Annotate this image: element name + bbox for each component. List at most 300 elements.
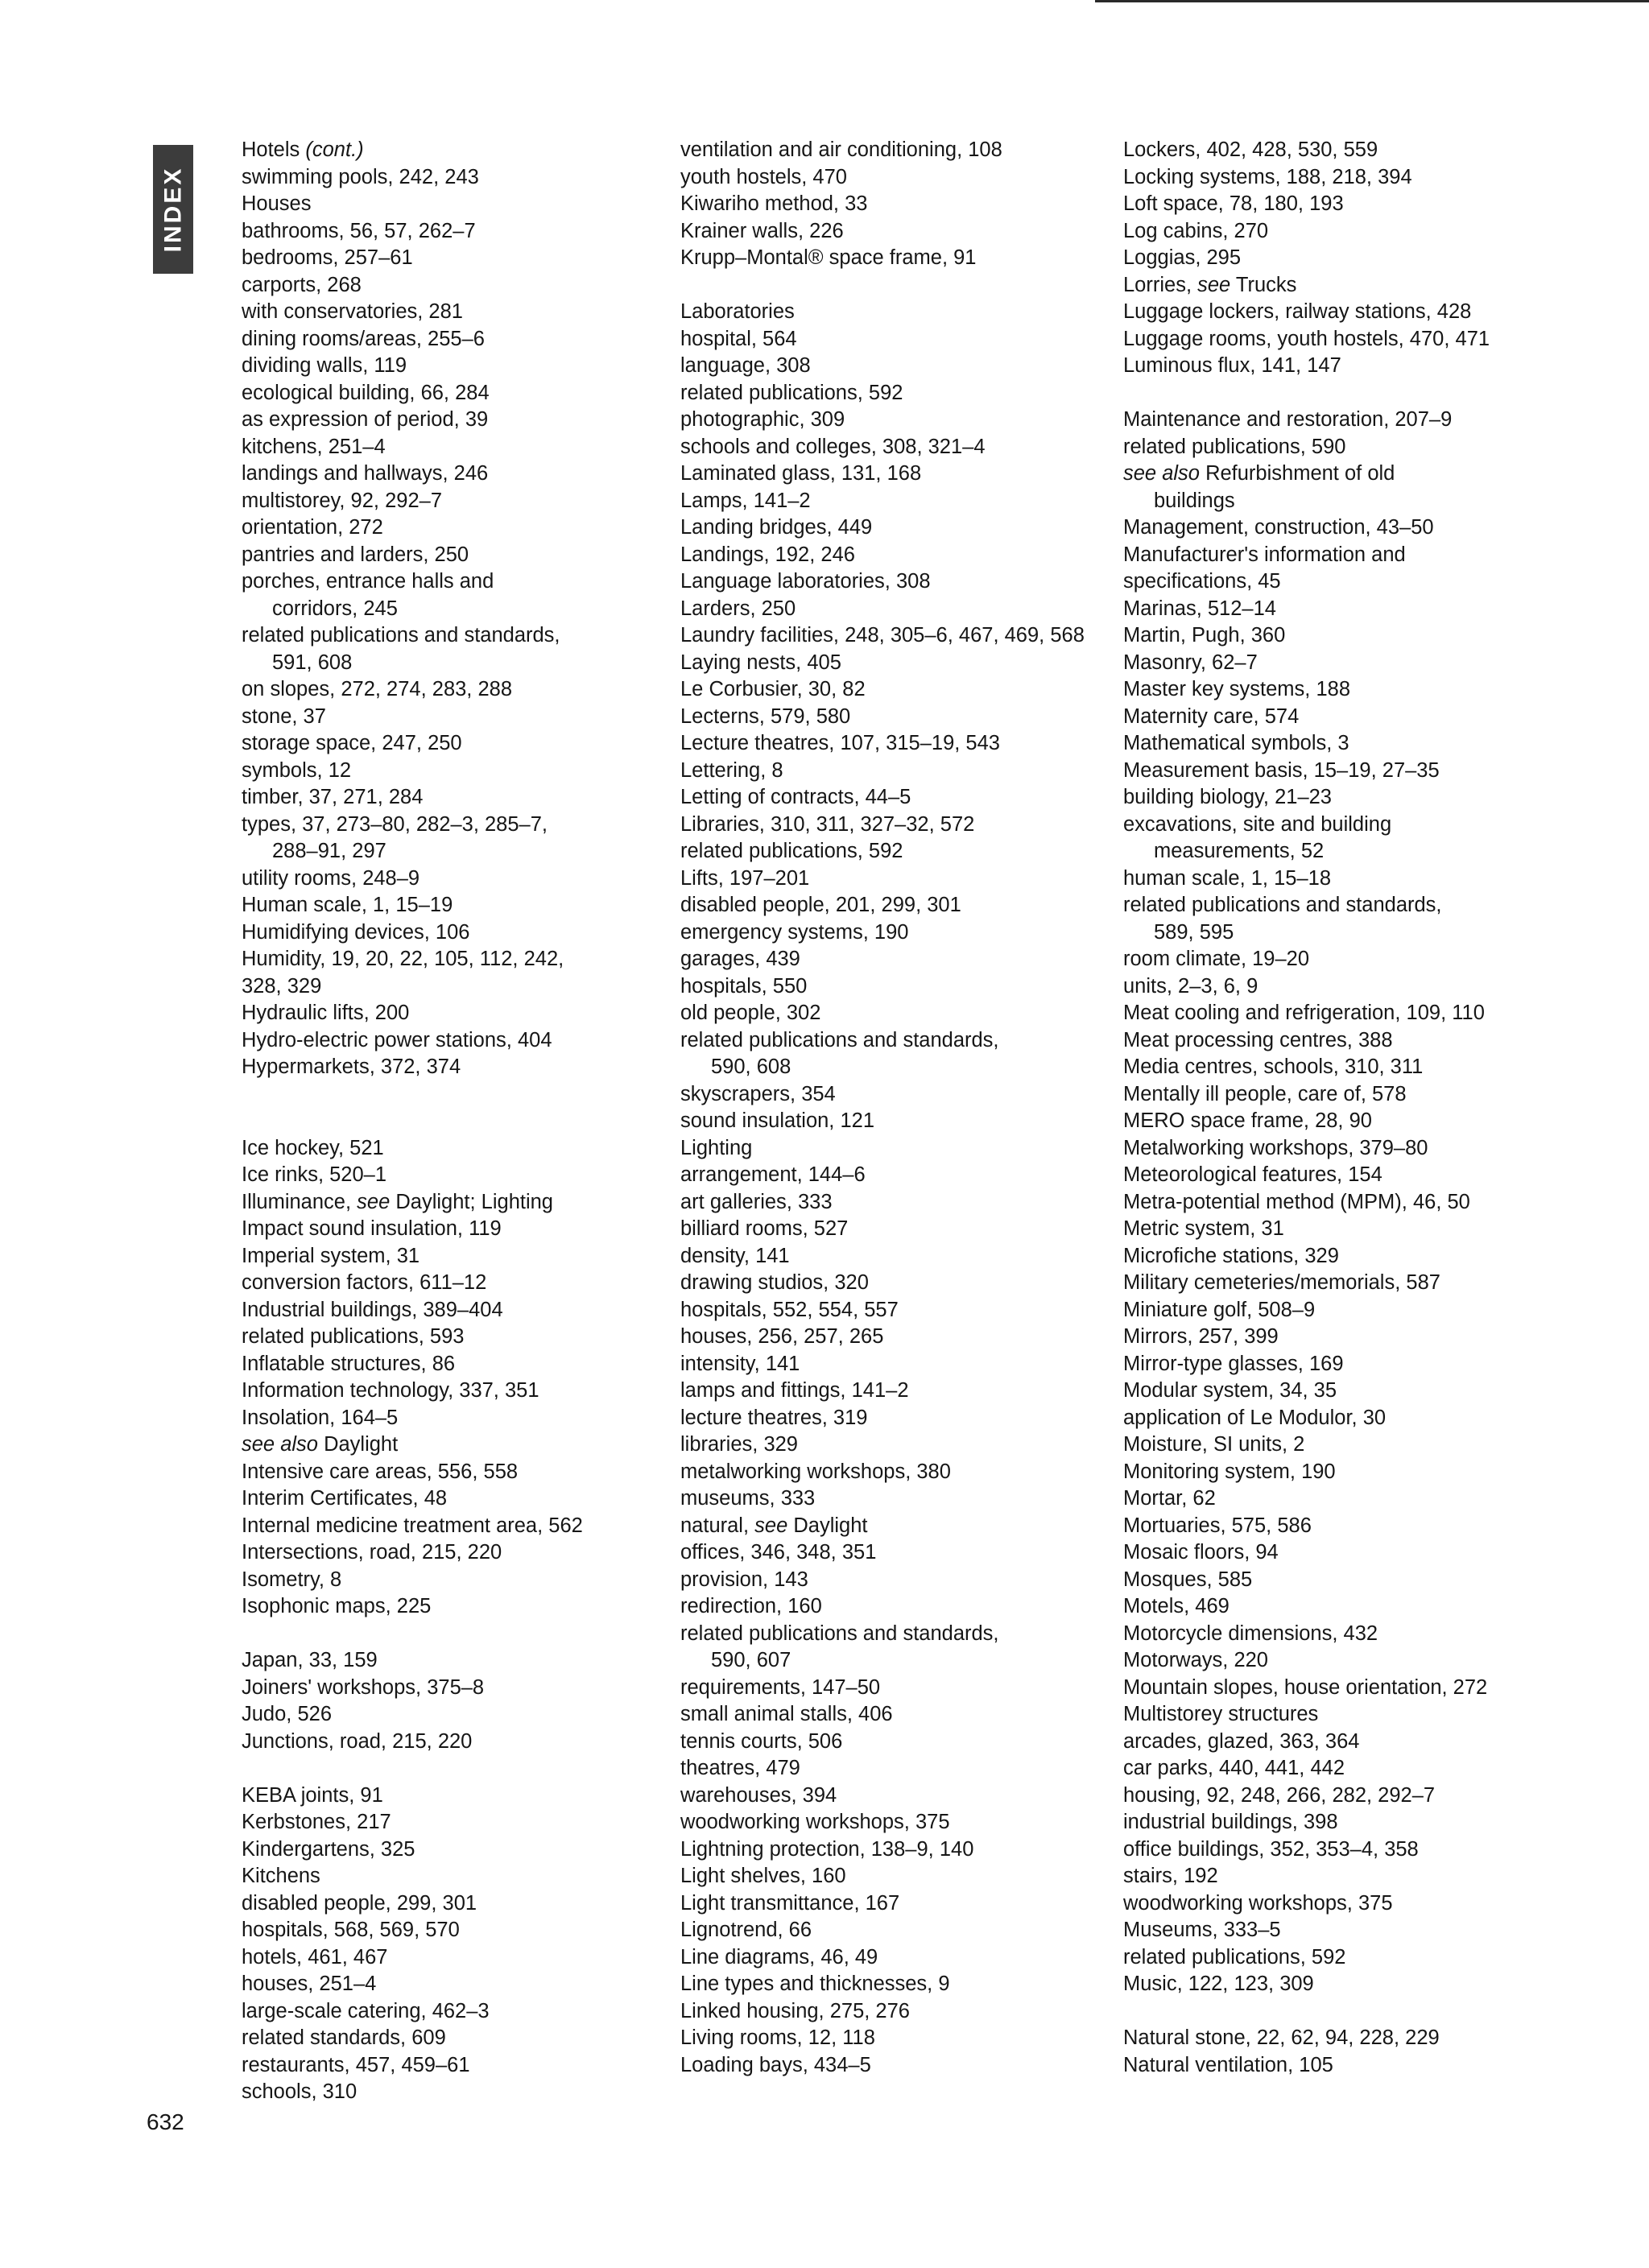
entry-text: office buildings, 352, 353–4, 358 [1123, 1837, 1419, 1861]
index-entry [680, 1998, 1099, 2026]
entry-text: Lecture theatres, 107, 315–19, 543 [680, 732, 1000, 754]
entry-cross-reference: Daylight; Lighting [390, 1190, 553, 1213]
entry-text: Meat processing centres, 388 [1123, 1028, 1393, 1051]
index-subentry [680, 1567, 1099, 1594]
entry-italic-text: see also [242, 1433, 318, 1456]
index-subentry [242, 596, 660, 623]
index-entry [1123, 1621, 1542, 1648]
entry-text: Luggage rooms, youth hostels, 470, 471 [1123, 327, 1490, 350]
index-subentry [680, 434, 1099, 461]
index-entry [1123, 164, 1542, 192]
index-entry [242, 191, 660, 218]
index-entry [1123, 1054, 1542, 1081]
index-subentry [680, 1729, 1099, 1756]
entry-text: Metalworking workshops, 379–80 [1123, 1136, 1428, 1159]
index-entry [680, 1971, 1099, 1998]
index-entry [680, 784, 1099, 812]
index-group-spacer [242, 1081, 660, 1109]
index-subentry [1123, 488, 1542, 515]
index-entry [242, 1378, 660, 1405]
entry-text: requirements, 147–50 [680, 1675, 881, 1699]
entry-text: lamps and fittings, 141–2 [680, 1379, 909, 1402]
entry-text: Natural ventilation, 105 [1123, 2053, 1333, 2076]
entry-text: Log cabins, 270 [1123, 219, 1269, 242]
index-entry [242, 1593, 660, 1621]
entry-italic-text: (cont.) [305, 138, 364, 161]
entry-text: Mortuaries, 575, 586 [1123, 1514, 1312, 1537]
entry-text: swimming pools, 242, 243 [242, 165, 479, 188]
entry-text: hospitals, 552, 554, 557 [680, 1298, 899, 1321]
entry-text: buildings [1154, 489, 1235, 512]
index-subentry [1123, 1863, 1542, 1890]
index-entry [242, 1459, 660, 1486]
entry-text: orientation, 272 [242, 516, 383, 539]
index-entry [1123, 1701, 1542, 1729]
entry-text: Intensive care areas, 556, 558 [242, 1460, 519, 1483]
entry-text: Libraries, 310, 311, 327–32, 572 [680, 812, 975, 836]
entry-text: Mirrors, 257, 399 [1123, 1325, 1279, 1348]
entry-text: related standards, 609 [242, 2026, 446, 2049]
index-entry [242, 1863, 660, 1890]
entry-text: restaurants, 457, 459–61 [242, 2053, 470, 2076]
index-entry [680, 488, 1099, 515]
index-entry [1123, 1081, 1542, 1109]
index-entry [1123, 191, 1542, 218]
index-entry [242, 1243, 660, 1270]
index-subentry [242, 380, 660, 407]
index-subentry [680, 1405, 1099, 1432]
index-entry [680, 1135, 1099, 1163]
index-group-spacer [242, 1755, 660, 1783]
entry-text: Houses [242, 192, 312, 215]
entry-text: ventilation and air conditioning, 108 [680, 138, 1002, 161]
entry-text: related publications and standards, [242, 624, 560, 647]
index-subentry [680, 1162, 1099, 1189]
index-entry [1123, 758, 1542, 785]
entry-text: Isometry, 8 [242, 1568, 342, 1591]
entry-text: landings and hallways, 246 [242, 462, 489, 485]
entry-text: Letting of contracts, 44–5 [680, 786, 911, 808]
entry-text: Media centres, schools, 310, 311 [1123, 1056, 1424, 1078]
entry-text: Mentally ill people, care of, 578 [1123, 1082, 1407, 1105]
index-entry [242, 1809, 660, 1836]
index-entry [1123, 1243, 1542, 1270]
entry-text: storage space, 247, 250 [242, 732, 462, 754]
entry-text: 591, 608 [272, 651, 353, 674]
index-entry [242, 1675, 660, 1702]
index-subentry [680, 1755, 1099, 1783]
index-subentry [1123, 838, 1542, 865]
entry-text: corridors, 245 [272, 597, 398, 620]
index-entry [242, 1000, 660, 1027]
entry-text: Motels, 469 [1123, 1595, 1230, 1617]
index-entry [680, 1944, 1099, 1972]
index-entry [1123, 353, 1542, 380]
entry-italic-text: see [754, 1514, 788, 1537]
entry-text: museums, 333 [680, 1487, 816, 1510]
entry-text: Modular system, 34, 35 [1123, 1379, 1337, 1402]
entry-text: Human scale, 1, 15–19 [242, 894, 453, 916]
entry-italic-text: see [357, 1190, 391, 1213]
entry-text: specifications, 45 [1123, 570, 1281, 593]
entry-text: Le Corbusier, 30, 82 [680, 678, 866, 700]
entry-text: bedrooms, 257–61 [242, 246, 413, 269]
entry-text: Lorries, [1123, 273, 1198, 296]
index-entry [1123, 514, 1542, 542]
entry-text: Mosaic floors, 94 [1123, 1541, 1279, 1564]
index-entry [242, 1783, 660, 1810]
entry-text: drawing studios, 320 [680, 1271, 869, 1294]
entry-text: Line types and thicknesses, 9 [680, 1973, 950, 1995]
entry-text: Isophonic maps, 225 [242, 1595, 432, 1617]
entry-text: Inflatable structures, 86 [242, 1352, 456, 1375]
entry-text: conversion factors, 611–12 [242, 1271, 487, 1294]
index-entry [1123, 245, 1542, 272]
index-subentry [1123, 784, 1542, 812]
entry-text: Mountain slopes, house orientation, 272 [1123, 1675, 1488, 1699]
index-entry [242, 1405, 660, 1432]
index-subentry [242, 730, 660, 758]
entry-text: Military cemeteries/memorials, 587 [1123, 1271, 1440, 1294]
index-entry [1123, 218, 1542, 246]
entry-text: related publications, 590 [1123, 435, 1346, 458]
index-entry [1123, 1135, 1542, 1163]
index-subentry [242, 434, 660, 461]
entry-text: related publications and standards, [680, 1621, 999, 1645]
entry-text: billiard rooms, 527 [680, 1217, 849, 1240]
entry-text: Masonry, 62–7 [1123, 651, 1258, 674]
entry-text: Impact sound insulation, 119 [242, 1217, 502, 1240]
entry-text: related publications, 592 [1123, 1945, 1346, 1968]
index-subentry [680, 1027, 1099, 1055]
entry-text: houses, 251–4 [242, 1973, 377, 1995]
entry-text: related publications and standards, [1123, 894, 1442, 916]
entry-cross-reference: Daylight [787, 1514, 868, 1537]
index-subentry [680, 1081, 1099, 1109]
entry-text: metalworking workshops, 380 [680, 1460, 951, 1483]
entry-text: related publications, 593 [242, 1325, 465, 1348]
entry-text: hospitals, 568, 569, 570 [242, 1919, 460, 1941]
entry-text: related publications, 592 [680, 840, 903, 862]
index-entry [242, 919, 660, 947]
index-entry [680, 245, 1099, 272]
entry-text: Lockers, 402, 428, 530, 559 [1123, 138, 1378, 161]
index-subentry [242, 568, 660, 596]
index-entry [242, 1162, 660, 1189]
entry-text: Marinas, 512–14 [1123, 597, 1276, 620]
index-subentry [680, 1513, 1099, 1540]
index-entry [1123, 1162, 1542, 1189]
entry-text: as expression of period, 39 [242, 408, 489, 431]
index-subentry [680, 1647, 1099, 1675]
entry-text: Laboratories [680, 300, 795, 323]
index-subentry [242, 2025, 660, 2052]
index-entry [242, 1729, 660, 1756]
entry-text: timber, 37, 271, 284 [242, 786, 424, 808]
index-subentry [242, 973, 660, 1001]
entry-text: Laminated glass, 131, 168 [680, 462, 922, 485]
index-subentry [1123, 1890, 1542, 1918]
entry-text: types, 37, 273–80, 282–3, 285–7, [242, 812, 548, 836]
entry-text: Master key systems, 188 [1123, 678, 1351, 700]
entry-text: garages, 439 [680, 948, 800, 970]
entry-text: offices, 346, 348, 351 [680, 1541, 877, 1564]
index-subentry [680, 353, 1099, 380]
index-entry [242, 1135, 660, 1163]
entry-text: building biology, 21–23 [1123, 786, 1332, 808]
index-subentry [680, 1675, 1099, 1702]
index-entry [680, 704, 1099, 731]
index-entry [680, 1890, 1099, 1918]
entry-text: Internal medicine treatment area, 562 [242, 1514, 583, 1537]
index-subentry [680, 1270, 1099, 1297]
entry-text: Music, 122, 123, 309 [1123, 1973, 1314, 1995]
entry-cross-reference: Refurbishment of old [1199, 462, 1395, 485]
entry-text: large-scale catering, 462–3 [242, 1999, 490, 2022]
index-entry [680, 1917, 1099, 1944]
index-entry [1123, 1324, 1542, 1351]
index-subentry [680, 1593, 1099, 1621]
entry-text: Manufacturer's information and [1123, 543, 1406, 566]
entry-text: kitchens, 251–4 [242, 435, 386, 458]
entry-text: density, 141 [680, 1244, 790, 1267]
index-entry [1123, 1431, 1542, 1459]
index-entry [1123, 1216, 1542, 1243]
entry-text: art galleries, 333 [680, 1190, 833, 1213]
index-entry [242, 1297, 660, 1324]
entry-text: Krupp–Montal® space frame, 91 [680, 246, 977, 269]
entry-text: with conservatories, 281 [242, 300, 463, 323]
index-entry [1123, 1971, 1542, 1998]
entry-text: 328, 329 [242, 974, 322, 998]
entry-text: Light shelves, 160 [680, 1865, 846, 1887]
index-entry [1123, 1108, 1542, 1135]
index-entry [242, 892, 660, 919]
index-subentry [242, 622, 660, 650]
index-subentry [680, 137, 1099, 164]
index-entry [242, 946, 660, 973]
entry-text: Maternity care, 574 [1123, 704, 1300, 728]
index-entry [242, 1485, 660, 1513]
entry-text: Monitoring system, 190 [1123, 1460, 1336, 1483]
entry-text: woodworking workshops, 375 [1123, 1891, 1393, 1915]
entry-cross-reference: Trucks [1230, 273, 1297, 296]
entry-text: Information technology, 337, 351 [242, 1379, 539, 1402]
index-entry [1123, 622, 1542, 650]
index-column-1 [242, 137, 660, 2106]
entry-text: Loft space, 78, 180, 193 [1123, 192, 1344, 215]
entry-text: Laying nests, 405 [680, 651, 841, 674]
index-entry [1123, 1378, 1542, 1405]
entry-text: Kindergartens, 325 [242, 1837, 415, 1861]
index-subentry [680, 1539, 1099, 1567]
index-subentry [242, 758, 660, 785]
index-subentry [680, 1000, 1099, 1027]
index-subentry [242, 407, 660, 434]
index-subentry [242, 865, 660, 893]
index-subentry [242, 1324, 660, 1351]
index-entry [680, 812, 1099, 839]
index-entry [680, 758, 1099, 785]
index-subentry [680, 1378, 1099, 1405]
entry-text: sound insulation, 121 [680, 1109, 875, 1132]
entry-text: disabled people, 201, 299, 301 [680, 894, 961, 916]
index-subentry [1123, 1755, 1542, 1783]
index-entry [1123, 407, 1542, 434]
entry-text: warehouses, 394 [680, 1783, 837, 1807]
index-group-spacer [680, 272, 1099, 300]
entry-text: Line diagrams, 46, 49 [680, 1945, 878, 1968]
entry-italic-text: see also [1123, 462, 1200, 485]
index-entry [242, 1836, 660, 1864]
index-subentry [1123, 1405, 1542, 1432]
entry-text: 589, 595 [1154, 920, 1234, 944]
index-entry [680, 2025, 1099, 2052]
index-subentry [680, 1108, 1099, 1135]
entry-text: Loading bays, 434–5 [680, 2053, 871, 2076]
index-entry [680, 299, 1099, 326]
entry-text: Hotels [242, 138, 306, 161]
entry-text: units, 2–3, 6, 9 [1123, 974, 1258, 998]
entry-text: libraries, 329 [680, 1433, 798, 1456]
index-group-spacer [242, 1621, 660, 1648]
index-entry [242, 1647, 660, 1675]
entry-text: multistorey, 92, 292–7 [242, 489, 442, 512]
index-entry [680, 218, 1099, 246]
entry-text: schools and colleges, 308, 321–4 [680, 435, 986, 458]
entry-text: Insolation, 164–5 [242, 1406, 399, 1429]
entry-text: skyscrapers, 354 [680, 1082, 836, 1105]
index-entry [1123, 1647, 1542, 1675]
entry-text: human scale, 1, 15–18 [1123, 866, 1332, 890]
entry-text: woodworking workshops, 375 [680, 1811, 950, 1833]
index-subentry [1123, 973, 1542, 1001]
entry-text: Management, construction, 43–50 [1123, 516, 1434, 539]
index-entry [242, 1701, 660, 1729]
entry-text: Metra-potential method (MPM), 46, 50 [1123, 1190, 1470, 1213]
entry-text: Lightning protection, 138–9, 140 [680, 1837, 974, 1861]
entry-text: Kiwariho method, 33 [680, 192, 868, 215]
index-entry [680, 730, 1099, 758]
entry-text: language, 308 [680, 354, 811, 377]
index-group-spacer [242, 1108, 660, 1135]
index-entry [1123, 1917, 1542, 1944]
entry-text: Lettering, 8 [680, 758, 783, 782]
index-entry [680, 596, 1099, 623]
entry-text: schools, 310 [242, 2080, 357, 2103]
index-subentry [680, 407, 1099, 434]
entry-text: Multistorey structures [1123, 1703, 1319, 1725]
entry-text: stairs, 192 [1123, 1865, 1218, 1887]
entry-text: Humidity, 19, 20, 22, 105, 112, 242, [242, 948, 564, 970]
index-subentry [680, 164, 1099, 192]
entry-text: Miniature golf, 508–9 [1123, 1298, 1316, 1321]
index-entry [1123, 2025, 1542, 2052]
index-subentry [242, 1890, 660, 1918]
index-entry [1123, 730, 1542, 758]
entry-text: Microfiche stations, 329 [1123, 1244, 1339, 1267]
entry-text: Landings, 192, 246 [680, 543, 855, 566]
index-entry [1123, 1485, 1542, 1513]
index-entry [1123, 1027, 1542, 1055]
index-entry [680, 676, 1099, 704]
entry-text: Ice hockey, 521 [242, 1136, 384, 1159]
index-subentry [680, 380, 1099, 407]
index-entry [680, 568, 1099, 596]
index-entry [242, 1054, 660, 1081]
index-subentry [242, 1971, 660, 1998]
index-subentry [680, 838, 1099, 865]
index-entry [1123, 1675, 1542, 1702]
index-entry [1123, 1351, 1542, 1378]
index-entry [1123, 272, 1542, 300]
index-group-spacer [1123, 380, 1542, 407]
entry-text: housing, 92, 248, 266, 282, 292–7 [1123, 1783, 1436, 1807]
index-subentry [680, 946, 1099, 973]
index-subentry [680, 1485, 1099, 1513]
entry-text: utility rooms, 248–9 [242, 866, 420, 890]
entry-text: Lamps, 141–2 [680, 489, 811, 512]
index-entry [680, 461, 1099, 488]
index-entry [1123, 1189, 1542, 1217]
index-entry [1123, 1459, 1542, 1486]
index-entry [680, 2052, 1099, 2080]
entry-text: Language laboratories, 308 [680, 570, 931, 593]
index-entry [242, 1539, 660, 1567]
index-subentry [1123, 434, 1542, 461]
index-subentry [242, 326, 660, 353]
index-subentry [242, 514, 660, 542]
index-subentry [242, 1431, 660, 1459]
entry-text: Imperial system, 31 [242, 1244, 420, 1267]
index-subentry [242, 838, 660, 865]
entry-text: Japan, 33, 159 [242, 1649, 378, 1671]
index-entry [242, 137, 660, 164]
entry-text: Lignotrend, 66 [680, 1919, 812, 1941]
entry-text: bathrooms, 56, 57, 262–7 [242, 219, 476, 242]
entry-text: Lifts, 197–201 [680, 866, 810, 890]
entry-text: Loggias, 295 [1123, 246, 1242, 269]
index-entry [1123, 2052, 1542, 2080]
entry-text: theatres, 479 [680, 1757, 800, 1779]
index-subentry [242, 461, 660, 488]
entry-text: Junctions, road, 215, 220 [242, 1729, 473, 1753]
entry-text: Lighting [680, 1136, 753, 1159]
index-entry [680, 650, 1099, 677]
entry-text: Krainer walls, 226 [680, 219, 844, 242]
entry-text: KEBA joints, 91 [242, 1783, 383, 1807]
index-subentry [1123, 946, 1542, 973]
index-subentry [1123, 919, 1542, 947]
index-subentry [242, 1270, 660, 1297]
index-entry [1123, 1297, 1542, 1324]
index-subentry [1123, 865, 1542, 893]
entry-text: lecture theatres, 319 [680, 1406, 868, 1429]
index-subentry [1123, 1729, 1542, 1756]
entry-text: 590, 607 [711, 1649, 791, 1671]
index-entry [1123, 542, 1542, 569]
entry-text: Measurement basis, 15–19, 27–35 [1123, 758, 1440, 782]
entry-text: Light transmittance, 167 [680, 1891, 900, 1915]
index-entry [1123, 1593, 1542, 1621]
entry-text: Laundry facilities, 248, 305–6, 467, 469, 568 [680, 624, 1085, 647]
entry-cross-reference: Daylight [317, 1433, 399, 1456]
index-subentry [680, 1701, 1099, 1729]
index-subentry [242, 676, 660, 704]
top-rule [1095, 0, 1649, 2]
entry-text: Motorways, 220 [1123, 1649, 1268, 1671]
index-subentry [680, 1621, 1099, 1648]
